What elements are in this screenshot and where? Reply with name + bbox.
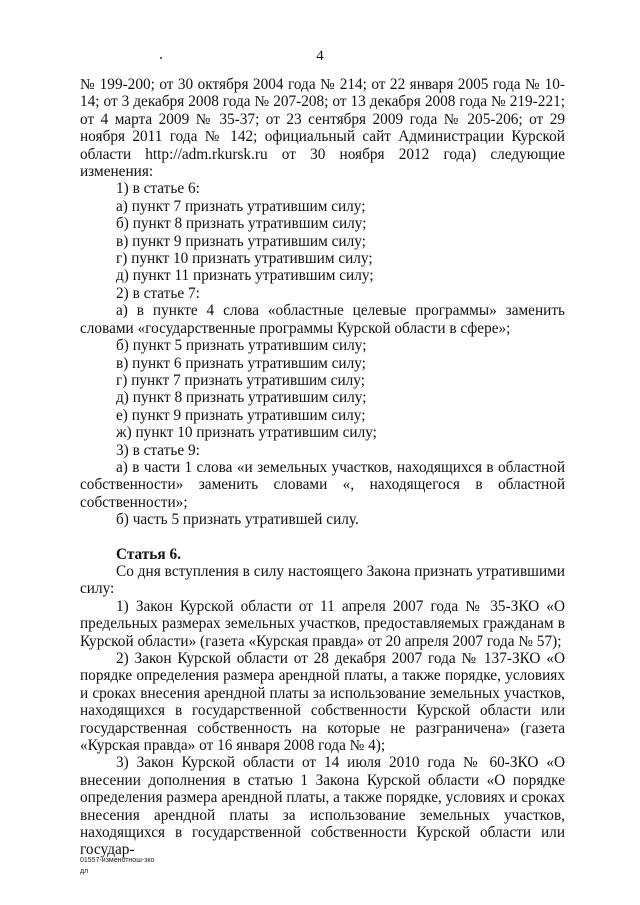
list-item: а) в пункте 4 слова «областные целевые программы» заменить словами «государственные программы Курской области в сфере»;: [80, 302, 565, 337]
list-item: д) пункт 8 признать утратившим силу;: [116, 389, 367, 407]
scan-dot: [160, 57, 162, 59]
list-item: б) пункт 8 признать утратившим силу;: [116, 215, 367, 233]
list-item: а) пункт 7 признать утратившим силу;: [116, 197, 366, 215]
article-point: 2) Закон Курской области от 28 декабря 2007 года № 137-ЗКО «О порядке определения размера арендной платы, а также порядке, условиях и сроках внесения арендной платы за использование земельных участков, находящихся в государственной собственности Курской области или государственная собственность на которые не разграничена» (газета «Курская правда» от 16 января 2008 года № 4);: [80, 650, 565, 755]
footer-initials: дл: [80, 868, 89, 875]
list-item: г) пункт 10 признать утратившим силу;: [116, 250, 373, 268]
list-item: 2) в статье 7:: [116, 284, 200, 302]
list-item: 1) в статье 6:: [116, 180, 200, 198]
article-intro: Со дня вступления в силу настоящего Закона признать утратившими силу:: [80, 562, 565, 598]
article-point: 1) Закон Курской области от 11 апреля 2007 года № 35-ЗКО «О предельных размерах земельных участков, предоставляемых гражданам в Курской области» (газета «Курская правда» от 20 апреля 2007 года № 57);: [80, 597, 565, 650]
document-body: [80, 76, 565, 859]
list-item: г) пункт 7 признать утратившим силу;: [116, 371, 365, 389]
list-item: в) пункт 9 признать утратившим силу;: [116, 232, 366, 250]
list-item: ж) пункт 10 признать утратившим силу;: [116, 424, 377, 442]
page-number: 4: [316, 48, 324, 64]
article-heading: Статья 6.: [116, 545, 181, 563]
document-footer: [80, 855, 154, 877]
list-item: 3) в статье 9:: [116, 441, 200, 459]
section-gap: [80, 529, 565, 546]
article-point: 3) Закон Курской области от 14 июля 2010 года № 60-ЗКО «О внесении дополнения в статью 1 Закона Курской области «О порядке определения размера арендной платы, а также порядке, условиях и сроках внесения арендной платы за использование земельных участков, находящихся в государственной собственности Курской области или государ-: [80, 754, 566, 859]
list-item: в) пункт 6 признать утратившим силу;: [116, 354, 366, 372]
list-item: а) в части 1 слова «и земельных участков, находящихся в областной собственности» заменить словами «, находящегося в областной собственности»;: [80, 458, 565, 511]
list-item: б) часть 5 признать утратившей силу.: [116, 511, 359, 529]
list-item: е) пункт 9 признать утратившим силу;: [116, 406, 366, 424]
list-item: д) пункт 11 признать утратившим силу;: [116, 267, 374, 285]
list-item: б) пункт 5 признать утратившим силу;: [116, 337, 367, 355]
footer-file-code: 01557-изменотнош-зко: [80, 857, 155, 864]
intro-paragraph: № 199-200; от 30 октября 2004 года № 214; от 22 января 2005 года № 10-14; от 3 декабря 2008 года № 207-208; от 13 декабря 2008 года № 219-221; от 4 марта 2009 № 35-37; от 23 сентября 2009 года № 205-206; от 29 ноября 2011 года № 142; официальный сайт Администрации Курской области http://adm.rkursk.ru от 30 ноября 2012 года) следующие изменения:: [80, 76, 565, 181]
